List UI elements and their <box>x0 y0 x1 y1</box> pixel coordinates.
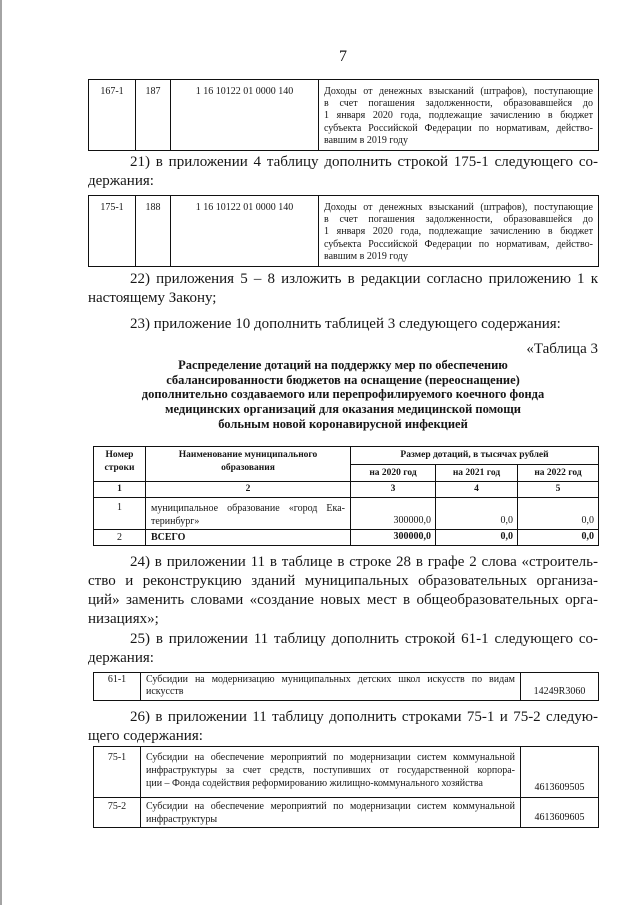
subsidy-name-cell <box>141 747 521 798</box>
header-line: образования <box>221 463 275 473</box>
row-number-cell: 167-1 <box>89 80 136 151</box>
row-number-cell: 1 <box>94 498 146 530</box>
text-line: Доходы от денежных взысканий (штрафов), поступающие <box>324 202 593 213</box>
text-line: настоящему Закону; <box>88 290 217 306</box>
text-line: 24) в приложении 11 в таблице в строке 28 в графе 2 слова «строитель- <box>130 554 598 570</box>
table-row <box>89 80 599 151</box>
text-line: ций» заменить словами «создание новых мест в общеобразовательных орга- <box>88 592 598 608</box>
subsidy-row-61-1-table <box>93 672 599 701</box>
title-line: больным новой коронавирусной инфекцией <box>218 416 468 431</box>
text-line: вавшим в 2019 году <box>324 134 409 146</box>
text-line: 1 января 2020 года, подлежащие зачислению в бюджет <box>324 226 593 238</box>
header-year-2022: на 2022 год <box>518 465 599 482</box>
amount-2022-cell: 0,0 <box>518 498 599 530</box>
header-year-2020: на 2020 год <box>351 465 436 482</box>
header-municipality <box>146 447 351 482</box>
classification-code-cell: 4613609505 <box>521 747 599 798</box>
text-line: искусств <box>146 686 184 697</box>
total-2021-cell: 0,0 <box>436 530 518 546</box>
text-line: Субсидии на обеспечение мероприятий по модернизации систем коммунальной <box>146 752 515 763</box>
text-line: вавшим в 2019 году <box>324 250 409 262</box>
column-number: 1 <box>94 482 146 498</box>
table-row <box>94 673 599 701</box>
text-line: муниципальное образование «город Ека- <box>151 503 345 514</box>
text-line: субъекта Российской Федерации по нормативам, действо- <box>324 238 593 250</box>
column-number: 4 <box>436 482 518 498</box>
table-title <box>88 358 598 432</box>
text-line: инфраструктуры за счет средств, поступивших от государственной корпора- <box>146 765 515 776</box>
column-number-row <box>94 482 599 498</box>
header-line: строки <box>104 463 135 473</box>
column-number: 3 <box>351 482 436 498</box>
budget-code-cell: 1 16 10122 01 0000 140 <box>171 80 319 151</box>
municipality-cell <box>146 498 351 530</box>
column-number: 2 <box>146 482 351 498</box>
text-line: теринбург» <box>151 516 200 527</box>
amount-2020-cell: 300000,0 <box>351 498 436 530</box>
subsidy-distribution-table <box>93 446 599 546</box>
title-line: дополнительно создаваемого или перепрофилируемого коечного фонда <box>141 387 545 402</box>
text-line: в счет погашения задолженности, образовавшейся до <box>324 98 593 110</box>
text-line: 26) в приложении 11 таблицу дополнить строками 75-1 и 75-2 следую- <box>130 709 598 725</box>
title-line: сбалансированности бюджетов на оснащение (переоснащение) <box>166 372 520 387</box>
admin-code-cell: 187 <box>136 80 171 151</box>
table-row <box>94 498 599 530</box>
text-line: ство и реконструкцию зданий муниципальных образовательных организа- <box>88 573 598 589</box>
income-description-cell <box>319 80 599 151</box>
header-amount-group: Размер дотаций, в тысячах рублей <box>351 447 599 465</box>
text-line: щего содержания: <box>88 728 203 744</box>
budget-code-cell: 1 16 10122 01 0000 140 <box>171 196 319 267</box>
header-row-number <box>94 447 146 482</box>
text-line: субъекта Российской Федерации по нормативам, действо- <box>324 122 593 134</box>
total-2020-cell: 300000,0 <box>351 530 436 546</box>
text-line: Субсидии на модернизацию муниципальных детских школ искусств по видам <box>146 674 515 685</box>
row-number-cell: 75-1 <box>94 747 141 798</box>
table-label: «Таблица 3 <box>526 341 598 357</box>
amount-2021-cell: 0,0 <box>436 498 518 530</box>
title-line: Распределение дотаций на поддержку мер по обеспечению <box>178 358 508 372</box>
text-line: 1 января 2020 года, подлежащие зачислению в бюджет <box>324 110 593 122</box>
header-line: Наименование муниципального <box>178 450 318 460</box>
text-line: ции – Фонда содействия реформированию жилищно-коммунального хозяйства <box>146 778 483 789</box>
text-line: держания: <box>88 650 154 666</box>
header-line: Номер <box>105 450 134 460</box>
paragraph-item-21 <box>88 153 598 191</box>
row-number-cell: 175-1 <box>89 196 136 267</box>
paragraph-item-22 <box>88 270 598 308</box>
text-line: Доходы от денежных взысканий (штрафов), поступающие <box>324 86 593 97</box>
column-number: 5 <box>518 482 599 498</box>
text-line: в счет погашения задолженности, образовавшейся до <box>324 214 593 226</box>
scan-edge <box>0 0 2 905</box>
text-line: низациях»; <box>88 611 159 627</box>
row-number-cell: 61-1 <box>94 673 141 701</box>
text-line: Субсидии на обеспечение мероприятий по модернизации систем коммунальной <box>146 801 515 812</box>
income-row-167-1-table <box>88 79 599 151</box>
income-row-175-1-table <box>88 195 599 267</box>
text-line: 25) в приложении 11 таблицу дополнить строкой 61-1 следующего со- <box>130 631 598 647</box>
page-number: 7 <box>339 48 347 65</box>
text-line: держания: <box>88 173 154 189</box>
paragraph-item-26 <box>88 708 598 746</box>
total-label-cell: ВСЕГО <box>146 530 351 546</box>
income-description-cell <box>319 196 599 267</box>
subsidy-name-cell <box>141 798 521 828</box>
paragraph-item-25 <box>88 630 598 668</box>
total-2022-cell: 0,0 <box>518 530 599 546</box>
table-row <box>94 747 599 798</box>
total-row <box>94 530 599 546</box>
paragraph-item-23 <box>88 315 598 334</box>
subsidy-name-cell <box>141 673 521 701</box>
paragraph-item-24 <box>88 553 598 629</box>
table-row <box>94 798 599 828</box>
classification-code-cell: 4613609605 <box>521 798 599 828</box>
table-row <box>89 196 599 267</box>
text-line: 23) приложение 10 дополнить таблицей 3 следующего содержания: <box>130 316 561 332</box>
row-number-cell: 2 <box>94 530 146 546</box>
text-line: 22) приложения 5 – 8 изложить в редакции согласно приложению 1 к <box>130 271 598 287</box>
text-line: 21) в приложении 4 таблицу дополнить строкой 175-1 следующего со- <box>130 154 598 170</box>
header-row <box>94 447 599 465</box>
text-line: инфраструктуры <box>146 814 218 825</box>
title-line: медицинских организаций для оказания медицинской помощи <box>165 402 521 417</box>
subsidy-rows-75-table <box>93 746 599 828</box>
classification-code-cell: 14249R3060 <box>521 673 599 701</box>
row-number-cell: 75-2 <box>94 798 141 828</box>
header-year-2021: на 2021 год <box>436 465 518 482</box>
admin-code-cell: 188 <box>136 196 171 267</box>
